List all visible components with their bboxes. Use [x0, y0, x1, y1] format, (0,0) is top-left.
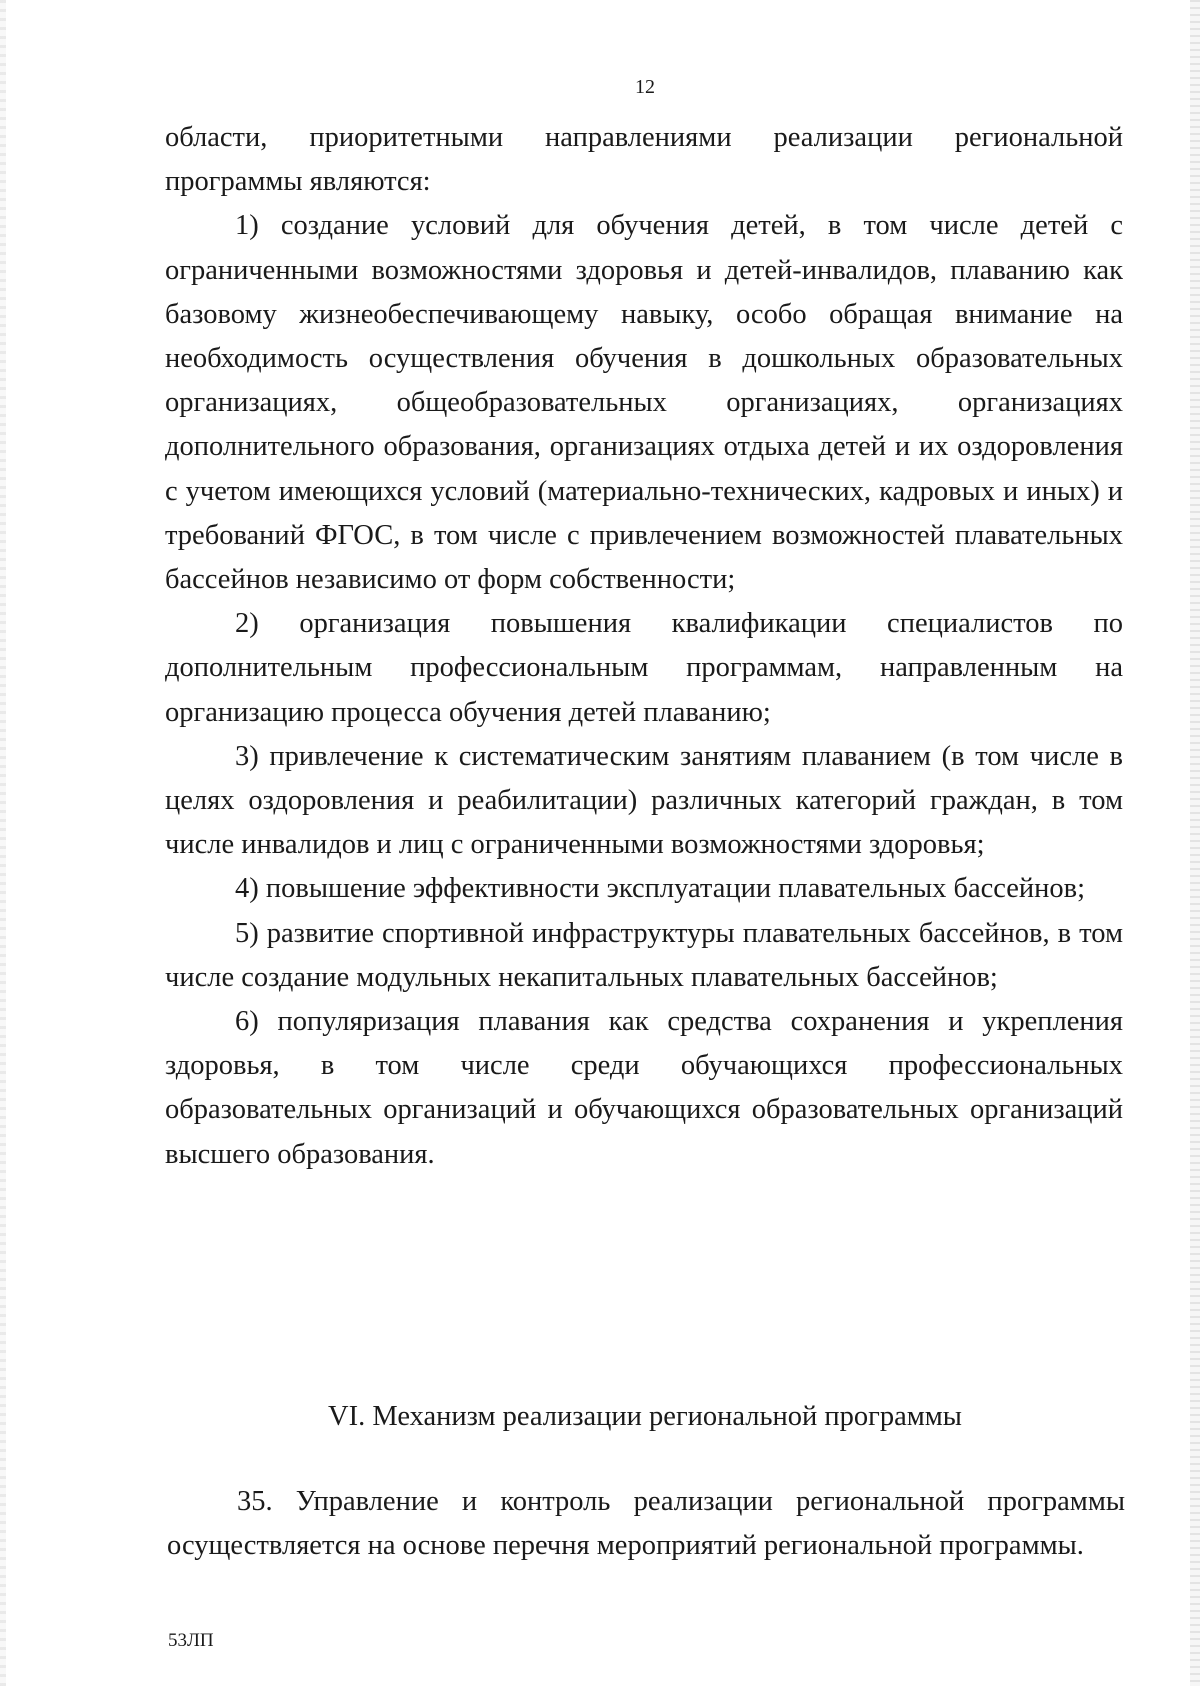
list-item-1: 1) создание условий для обучения детей, в том числе детей с ограниченными возможностями здоровья и детей-инвалидов, плаванию как базовому жизнеобеспечивающему навыку, особо обращая внимание на необходимость осуществления обучения в дошкольных образовательных организациях, общеобразовательных организациях, организациях дополнительного образования, организациях отдыха детей и их оздоровления с учетом имеющихся условий (материально-технических, кадровых и иных) и требований ФГОС, в том числе с привлечением возможностей плавательных бассейнов независимо от форм собственности; [165, 210, 1123, 596]
page-number: 12 [635, 76, 655, 98]
list-item-6: 6) популяризация плавания как средства сохранения и укрепления здоровья, в том числе среди обучающихся профессиональных образовательных организаций и обучающихся образовательных организаций высшего образования. [165, 1006, 1123, 1170]
paragraph-35: 35. Управление и контроль реализации региональной программы осуществляется на основе перечня мероприятий региональной программы. [167, 1486, 1125, 1562]
list-item-5: 5) развитие спортивной инфраструктуры плавательных бассейнов, в том числе создание модульных некапитальных плавательных бассейнов; [165, 917, 1123, 993]
closing-text [167, 1480, 1125, 1568]
list-item-2: 2) организация повышения квалификации специалистов по дополнительным профессиональным программам, направленным на организацию процесса обучения детей плаванию; [165, 608, 1123, 728]
document-code: 53ЛП [168, 1630, 214, 1651]
body-text [165, 116, 1123, 1177]
section-heading: VI. Механизм реализации региональной программы [328, 1401, 962, 1432]
list-item-4: 4) повышение эффективности эксплуатации плавательных бассейнов; [235, 873, 1086, 905]
intro-paragraph: области, приоритетными направлениями реализации региональной программы являются: [165, 122, 1123, 198]
list-item-3: 3) привлечение к систематическим занятиям плаванием (в том числе в целях оздоровления и реабилитации) различных категорий граждан, в том числе инвалидов и лиц с ограниченными возможностями здоровья; [165, 740, 1123, 861]
